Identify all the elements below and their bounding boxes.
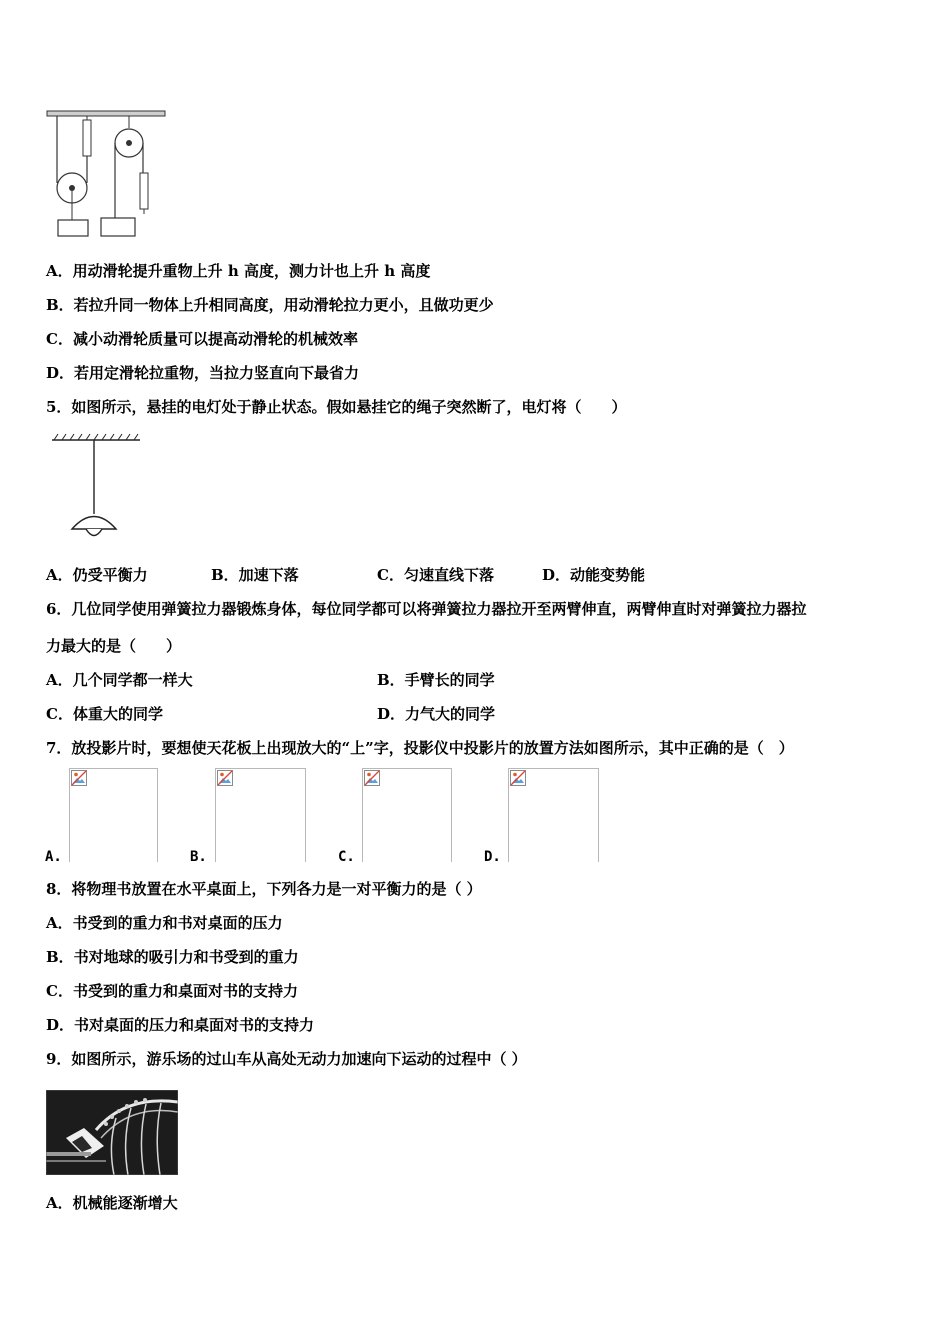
q7-label-d: D. — [484, 849, 501, 865]
q7-image-b — [215, 768, 306, 862]
q4-option-d: D．若用定滑轮拉重物，当拉力竖直向下最省力 — [46, 364, 360, 382]
q6-stem-line2: 力最大的是（ ） — [46, 637, 182, 655]
q5-option-d: D．动能变势能 — [542, 566, 646, 584]
q4-option-b: B．若拉升同一物体上升相同高度，用动滑轮拉力更小，且做功更少 — [46, 296, 494, 314]
q8-option-b: B．书对地球的吸引力和书受到的重力 — [46, 948, 299, 966]
q7-image-c — [362, 768, 452, 862]
q5-option-c: C．匀速直线下落 — [377, 566, 494, 584]
q7-image-a — [69, 768, 158, 862]
q6-stem-line1: 6．几位同学使用弹簧拉力器锻炼身体，每位同学都可以将弹簧拉力器拉开至两臂伸直，两臂伸直时对弹簧拉力器拉 — [46, 600, 807, 618]
q9-stem: 9．如图所示，游乐场的过山车从高处无动力加速向下运动的过程中（ ） — [46, 1050, 527, 1068]
q9-option-a: A．机械能逐渐增大 — [46, 1194, 178, 1212]
q8-option-c: C．书受到的重力和桌面对书的支持力 — [46, 982, 298, 1000]
pulley-diagram — [44, 108, 169, 238]
q6-option-c: C．体重大的同学 — [46, 705, 163, 723]
q6-option-b: B．手臂长的同学 — [377, 671, 495, 689]
q5-option-b: B．加速下落 — [211, 566, 299, 584]
q6-option-d: D．力气大的同学 — [377, 705, 496, 723]
roller-coaster-photo — [46, 1090, 178, 1175]
q7-image-d — [508, 768, 599, 862]
broken-image-icon — [71, 770, 87, 786]
q8-option-d: D．书对桌面的压力和桌面对书的支持力 — [46, 1016, 315, 1034]
q8-option-a: A．书受到的重力和书对桌面的压力 — [46, 914, 283, 932]
q6-option-a: A．几个同学都一样大 — [46, 671, 193, 689]
broken-image-icon — [510, 770, 526, 786]
q4-option-a: A．用动滑轮提升重物上升 h 高度，测力计也上升 h 高度 — [46, 262, 431, 280]
hanging-lamp-figure — [48, 432, 143, 547]
q8-stem: 8．将物理书放置在水平桌面上，下列各力是一对平衡力的是（ ） — [46, 880, 482, 898]
q7-stem: 7．放投影片时，要想使天花板上出现放大的“上”字，投影仪中投影片的放置方法如图所示，其中正确的是（ ） — [46, 739, 794, 757]
q7-label-b: B. — [190, 849, 207, 865]
q4-option-c: C．减小动滑轮质量可以提高动滑轮的机械效率 — [46, 330, 358, 348]
q7-label-c: C. — [338, 849, 355, 865]
q5-option-a: A．仍受平衡力 — [46, 566, 148, 584]
q5-stem: 5．如图所示，悬挂的电灯处于静止状态。假如悬挂它的绳子突然断了，电灯将（ ） — [46, 398, 627, 416]
q7-label-a: A. — [45, 849, 62, 865]
broken-image-icon — [217, 770, 233, 786]
broken-image-icon — [364, 770, 380, 786]
